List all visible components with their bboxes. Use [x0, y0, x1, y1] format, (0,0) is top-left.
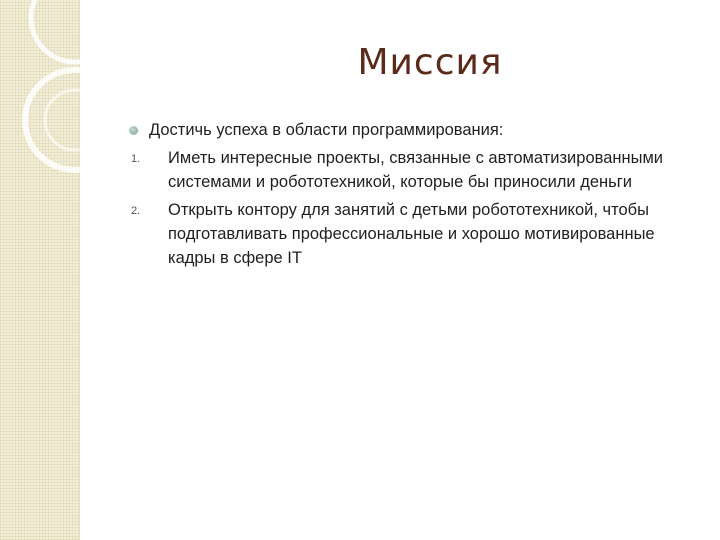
numbered-item-text: Иметь интересные проекты, связанные с автоматизированными системами и робототехникой, которые бы приносили деньги	[168, 149, 664, 191]
numbered-item-marker: 2.	[131, 205, 141, 217]
numbered-item-2	[0, 198, 720, 270]
bullet-text: Достичь успеха в области программирования:	[149, 121, 504, 139]
slide-title: Миссия	[357, 42, 503, 83]
swirl-ornament-icon	[0, 0, 80, 540]
slide-content	[0, 118, 720, 270]
numbered-item-marker: 1.	[131, 153, 141, 165]
bullet-dot-icon	[129, 126, 138, 135]
numbered-item-1	[0, 146, 720, 194]
bullet-item	[0, 118, 720, 142]
numbered-item-text: Открыть контору для занятий с детьми робототехникой, чтобы подготавливать профессиональные и хорошо мотивированные кадры в сфере IT	[168, 201, 655, 267]
